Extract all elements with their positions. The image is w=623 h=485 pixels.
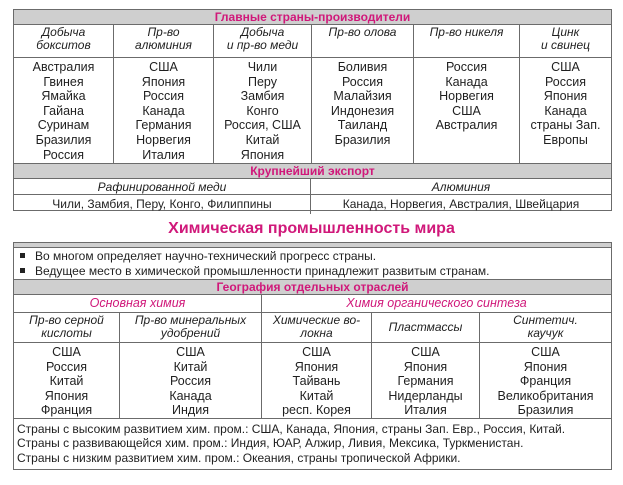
list-item: Китай [173, 359, 208, 374]
export-copper-countries: Чили, Замбия, Перу, Конго, Филиппины [14, 195, 311, 214]
list-item: респ. Корея [282, 403, 351, 418]
list-item: Китай [245, 132, 280, 147]
list-item: страны Зап. [530, 118, 601, 133]
bullet-item: Во многом определяет научно-технический прогресс страны. [14, 249, 611, 264]
chemistry-table [13, 242, 612, 470]
export-aluminium-countries: Канада, Норвегия, Австралия, Швейцария [342, 197, 580, 211]
list-item: Норвегия [136, 132, 191, 147]
list-item: США [411, 345, 440, 359]
list-item: Япония [523, 359, 568, 374]
header-rubber: Синтетич. каучук [513, 313, 578, 340]
list-item: Конго [246, 103, 279, 118]
list-tin [312, 58, 414, 163]
chemistry-header-row [14, 313, 611, 343]
header-fertilizers: Пр-во минеральных удобрений [120, 313, 262, 342]
list-item: Япония [44, 388, 89, 403]
bullet-icon [20, 268, 25, 273]
list-sulfuric-acid [14, 343, 120, 418]
list-copper [214, 58, 312, 163]
group-basic-chemistry: Основная химия [14, 295, 262, 312]
export-copper-label: Рафинированной меди [14, 179, 311, 194]
list-item: Россия [43, 147, 84, 162]
list-item: Германия [397, 374, 454, 389]
list-item: Франция [519, 374, 572, 389]
list-item: Китай [299, 388, 334, 403]
chemistry-body-row [14, 343, 611, 419]
list-rubber [480, 343, 611, 418]
list-item: Боливия [337, 60, 388, 74]
list-item: Бразилия [517, 403, 574, 418]
header-aluminium: Пр-во алюминия [114, 25, 214, 57]
list-fertilizers [120, 343, 262, 418]
metals-table [13, 9, 612, 211]
list-item: Россия [342, 74, 383, 89]
header-copper: Добыча и пр-во меди [214, 25, 312, 57]
list-item: Япония [240, 147, 285, 162]
list-item: Россия [143, 89, 184, 104]
list-item: Япония [141, 74, 186, 89]
list-item: Европы [543, 132, 588, 147]
list-item: Индия [172, 403, 209, 418]
list-item: Индонезия [330, 103, 395, 118]
list-item: США [302, 345, 331, 359]
list-item: Япония [543, 89, 588, 104]
chemistry-bullets [14, 248, 611, 280]
list-item: США [452, 103, 481, 118]
list-item: Россия [170, 374, 211, 389]
list-nickel [414, 58, 520, 163]
list-item: Перу [248, 74, 277, 89]
list-item: Франция [40, 403, 93, 418]
chemistry-footer [14, 419, 611, 465]
list-item: Суринам [37, 118, 90, 133]
list-item: США [531, 345, 560, 359]
list-item: Россия, США [224, 118, 301, 133]
list-item: Россия [446, 60, 487, 74]
list-item: Япония [294, 359, 339, 374]
list-item: Канада [445, 74, 488, 89]
list-item: Италия [142, 147, 185, 162]
list-aluminium [114, 58, 214, 163]
list-item: Таиланд [337, 118, 388, 133]
metals-header-row [14, 25, 611, 58]
header-nickel: Пр-во никеля [414, 25, 520, 57]
footer-line: Страны с развивающейся хим. пром.: Индия, ЮАР, Алжир, Ливия, Мексика, Туркменистан. [17, 436, 524, 451]
bullet-icon [20, 253, 25, 258]
export-aluminium-label: Алюминия [431, 180, 491, 194]
header-zinc-lead: Цинк и свинец [540, 25, 591, 52]
list-item: США [149, 60, 178, 74]
list-item: Чили [247, 60, 278, 74]
list-item: Япония [403, 359, 448, 374]
export-countries-row [14, 195, 611, 214]
header-fibers: Химические во- локна [262, 313, 372, 342]
list-bauxite [14, 58, 114, 163]
header-tin: Пр-во олова [312, 25, 414, 57]
list-item: Канада [169, 388, 212, 403]
list-item: Бразилия [334, 132, 391, 147]
list-item: США [551, 60, 580, 74]
list-item: Гвинея [43, 74, 84, 89]
list-item: Германия [135, 118, 192, 133]
list-item: Канада [544, 103, 587, 118]
list-item: Россия [46, 359, 87, 374]
list-item: Нидерланды [388, 388, 463, 403]
list-plastics [372, 343, 480, 418]
list-fibers [262, 343, 372, 418]
list-item: Гайана [43, 103, 84, 118]
bullet-item: Ведущее место в химической промышленности принадлежит развитым странам. [14, 264, 611, 279]
list-item: Россия [545, 74, 586, 89]
header-bauxite: Добыча бокситов [14, 25, 114, 57]
groups-row [14, 295, 611, 313]
list-item: Бразилия [35, 132, 92, 147]
list-item: Китай [49, 374, 84, 389]
metals-title: Главные страны-производители [14, 10, 611, 25]
group-organic-synthesis: Химия органического синтеза [346, 296, 527, 310]
header-plastics: Пластмассы [372, 313, 480, 342]
list-item: США [52, 345, 81, 359]
list-item: Норвегия [439, 89, 494, 104]
geo-title: География отдельных отраслей [14, 280, 611, 295]
list-item: США [176, 345, 205, 359]
metals-body-row [14, 58, 611, 164]
footer-line: Страны с высоким развитием хим. пром.: США, Канада, Япония, страны Зап. Евр., Россия, Китай. [17, 422, 566, 436]
list-item: Ямайка [41, 89, 86, 104]
list-item: Великобритания [497, 388, 594, 403]
list-item: Австралия [435, 118, 498, 133]
export-title: Крупнейший экспорт [14, 164, 611, 179]
list-item: Канада [142, 103, 185, 118]
list-item: Тайвань [292, 374, 341, 389]
footer-line: Страны с низким развитием хим. пром.: Океания, страны тропической Африки. [17, 450, 461, 465]
list-item: Австралия [32, 60, 95, 74]
list-zinc-lead [520, 58, 611, 163]
list-item: Италия [404, 403, 447, 418]
list-item: Замбия [240, 89, 285, 104]
header-sulfuric-acid: Пр-во серной кислоты [14, 313, 120, 342]
list-item: Малайзия [333, 89, 392, 104]
export-label-row [14, 179, 611, 195]
chemistry-heading: Химическая промышленность мира [168, 220, 455, 237]
